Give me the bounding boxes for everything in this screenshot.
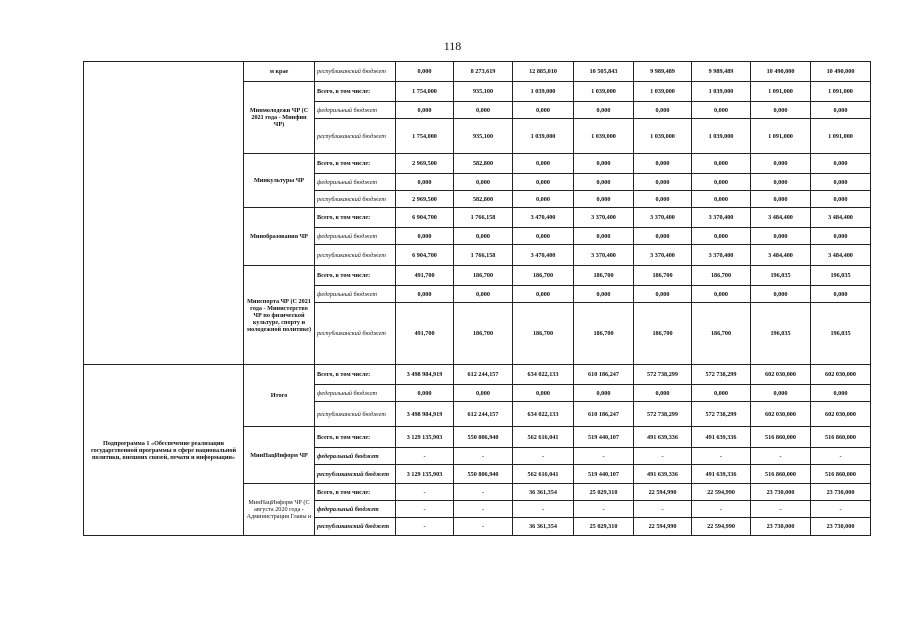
executor-cell: Минкультуры ЧР — [244, 154, 315, 208]
value-cell: 12 885,010 — [513, 62, 574, 82]
value-cell: 572 738,299 — [692, 365, 751, 385]
page-number: 118 — [443, 39, 462, 53]
value-cell: 0,000 — [634, 286, 692, 303]
funding-source-cell: Всего, в том числе: — [315, 484, 396, 501]
value-cell: 1 039,000 — [634, 119, 692, 154]
value-cell: 610 186,247 — [574, 365, 634, 385]
value-cell: 1 039,000 — [574, 119, 634, 154]
value-cell: 516 860,000 — [751, 427, 811, 448]
value-cell: 935,100 — [454, 82, 513, 102]
value-cell: 186,700 — [634, 303, 692, 365]
funding-source-cell: республиканский бюджет — [315, 245, 396, 266]
value-cell: 612 244,157 — [454, 365, 513, 385]
value-cell: 572 738,299 — [692, 402, 751, 427]
value-cell: 36 361,354 — [513, 518, 574, 536]
value-cell: 10 505,843 — [574, 62, 634, 82]
value-cell: - — [454, 518, 513, 536]
value-cell: 0,000 — [396, 286, 454, 303]
value-cell: 0,000 — [751, 191, 811, 208]
value-cell: 0,000 — [513, 174, 574, 191]
value-cell: - — [454, 484, 513, 501]
value-cell: - — [396, 484, 454, 501]
value-cell: 6 904,700 — [396, 245, 454, 266]
value-cell: 491 639,336 — [634, 465, 692, 484]
value-cell: 491,700 — [396, 303, 454, 365]
executor-cell: м крае — [244, 62, 315, 82]
value-cell: 1 766,158 — [454, 245, 513, 266]
value-cell: 3 370,400 — [574, 245, 634, 266]
value-cell: 491 639,336 — [692, 427, 751, 448]
value-cell: 0,000 — [692, 191, 751, 208]
value-cell: 1 754,000 — [396, 82, 454, 102]
value-cell: 196,035 — [751, 303, 811, 365]
value-cell: 0,000 — [574, 228, 634, 245]
value-cell: 1 754,000 — [396, 119, 454, 154]
value-cell: 0,000 — [692, 228, 751, 245]
value-cell: 25 029,310 — [574, 484, 634, 501]
value-cell: 634 022,133 — [513, 365, 574, 385]
value-cell: 186,700 — [454, 266, 513, 286]
executor-cell: МинНацИнформ ЧР (С августа 2020 года - Администрация Главы и — [244, 484, 315, 536]
value-cell: - — [811, 501, 871, 518]
executor-cell: Минспорта ЧР (С 2021 года - Министерство ЧР по физической культуре, спорту и молодежной политике) — [244, 266, 315, 365]
value-cell: 0,000 — [634, 102, 692, 119]
funding-source-cell: федеральный бюджет — [315, 174, 396, 191]
value-cell: 186,700 — [692, 266, 751, 286]
value-cell: 186,700 — [574, 266, 634, 286]
value-cell: 1 766,158 — [454, 208, 513, 228]
value-cell: 612 244,157 — [454, 402, 513, 427]
value-cell: 23 730,000 — [811, 518, 871, 536]
value-cell: 0,000 — [454, 286, 513, 303]
funding-source-cell: федеральный бюджет — [315, 448, 396, 465]
value-cell: 0,000 — [811, 385, 871, 402]
value-cell: 0,000 — [396, 102, 454, 119]
value-cell: 516 860,000 — [811, 465, 871, 484]
value-cell: 0,000 — [811, 191, 871, 208]
value-cell: 0,000 — [634, 174, 692, 191]
value-cell: 0,000 — [634, 385, 692, 402]
value-cell: 572 738,299 — [634, 365, 692, 385]
value-cell: 2 969,500 — [396, 191, 454, 208]
funding-source-cell: республиканский бюджет — [315, 402, 396, 427]
funding-source-cell: Всего, в том числе: — [315, 154, 396, 174]
table-row — [84, 62, 871, 82]
value-cell: 0,000 — [751, 174, 811, 191]
executor-cell: Итого — [244, 365, 315, 427]
table-row — [84, 365, 871, 385]
value-cell: 582,800 — [454, 154, 513, 174]
value-cell: 22 594,990 — [692, 484, 751, 501]
value-cell: 491,700 — [396, 266, 454, 286]
value-cell: 196,035 — [811, 303, 871, 365]
value-cell: 602 030,000 — [751, 402, 811, 427]
value-cell: 22 594,990 — [692, 518, 751, 536]
value-cell: 22 594,990 — [634, 484, 692, 501]
funding-source-cell: Всего, в том числе: — [315, 82, 396, 102]
value-cell: 0,000 — [751, 286, 811, 303]
value-cell: 0,000 — [634, 191, 692, 208]
funding-source-cell: республиканский бюджет — [315, 191, 396, 208]
value-cell: 0,000 — [692, 154, 751, 174]
value-cell: 1 091,000 — [751, 82, 811, 102]
value-cell: 0,000 — [513, 154, 574, 174]
funding-source-cell: республиканский бюджет — [315, 119, 396, 154]
value-cell: 3 484,400 — [811, 245, 871, 266]
value-cell: 186,700 — [692, 303, 751, 365]
value-cell: 0,000 — [811, 154, 871, 174]
value-cell: 602 030,000 — [751, 365, 811, 385]
value-cell: 491 639,336 — [634, 427, 692, 448]
value-cell: 0,000 — [574, 174, 634, 191]
value-cell: 0,000 — [634, 154, 692, 174]
value-cell: 0,000 — [574, 385, 634, 402]
executor-cell: Минмолодежи ЧР (С 2021 года - Минфин ЧР) — [244, 82, 315, 154]
value-cell: 935,100 — [454, 119, 513, 154]
value-cell: 1 039,000 — [692, 82, 751, 102]
value-cell: 196,035 — [811, 266, 871, 286]
executor-cell: МинНацИнформ ЧР — [244, 427, 315, 484]
value-cell: 0,000 — [811, 174, 871, 191]
funding-source-cell: Всего, в том числе: — [315, 266, 396, 286]
value-cell: 8 273,619 — [454, 62, 513, 82]
value-cell: 3 129 135,903 — [396, 465, 454, 484]
value-cell: 1 039,000 — [513, 82, 574, 102]
value-cell: 3 484,400 — [751, 208, 811, 228]
value-cell: - — [396, 448, 454, 465]
funding-source-cell: республиканский бюджет — [315, 465, 396, 484]
value-cell: - — [513, 448, 574, 465]
funding-source-cell: Всего, в том числе: — [315, 208, 396, 228]
value-cell: 0,000 — [751, 385, 811, 402]
value-cell: 0,000 — [574, 102, 634, 119]
value-cell: 196,035 — [751, 266, 811, 286]
value-cell: 516 860,000 — [751, 465, 811, 484]
value-cell: 0,000 — [454, 174, 513, 191]
value-cell: 0,000 — [454, 228, 513, 245]
value-cell: 491 639,336 — [692, 465, 751, 484]
funding-source-cell: федеральный бюджет — [315, 385, 396, 402]
funding-source-cell: федеральный бюджет — [315, 228, 396, 245]
value-cell: 0,000 — [751, 102, 811, 119]
funding-source-cell: федеральный бюджет — [315, 102, 396, 119]
value-cell: 0,000 — [811, 286, 871, 303]
value-cell: 3 370,400 — [634, 208, 692, 228]
value-cell: 3 370,400 — [574, 208, 634, 228]
value-cell: - — [513, 501, 574, 518]
value-cell: 610 186,247 — [574, 402, 634, 427]
value-cell: 0,000 — [513, 102, 574, 119]
executor-cell: Минобразования ЧР — [244, 208, 315, 266]
budget-table-body — [84, 62, 871, 536]
value-cell: 23 730,000 — [751, 518, 811, 536]
value-cell: 602 030,000 — [811, 365, 871, 385]
value-cell: 602 030,000 — [811, 402, 871, 427]
value-cell: 0,000 — [751, 154, 811, 174]
value-cell: 550 806,940 — [454, 427, 513, 448]
value-cell: 10 490,000 — [751, 62, 811, 82]
value-cell: 3 129 135,903 — [396, 427, 454, 448]
value-cell: 1 091,000 — [751, 119, 811, 154]
value-cell: 186,700 — [454, 303, 513, 365]
value-cell: 0,000 — [634, 228, 692, 245]
value-cell: 550 806,940 — [454, 465, 513, 484]
value-cell: - — [574, 448, 634, 465]
value-cell: 0,000 — [396, 62, 454, 82]
value-cell: - — [634, 448, 692, 465]
value-cell: - — [396, 501, 454, 518]
value-cell: 1 039,000 — [574, 82, 634, 102]
value-cell: - — [751, 501, 811, 518]
value-cell: 0,000 — [692, 102, 751, 119]
value-cell: 0,000 — [811, 102, 871, 119]
value-cell: 519 440,107 — [574, 427, 634, 448]
value-cell: 3 370,400 — [692, 245, 751, 266]
value-cell: 0,000 — [513, 191, 574, 208]
budget-table — [83, 61, 871, 536]
value-cell: 0,000 — [692, 286, 751, 303]
value-cell: 1 039,000 — [513, 119, 574, 154]
value-cell: - — [634, 501, 692, 518]
value-cell: 0,000 — [454, 102, 513, 119]
value-cell: 3 498 984,919 — [396, 365, 454, 385]
value-cell: 3 484,400 — [751, 245, 811, 266]
value-cell: - — [396, 518, 454, 536]
value-cell: 23 730,000 — [751, 484, 811, 501]
funding-source-cell: республиканский бюджет — [315, 303, 396, 365]
value-cell: 0,000 — [811, 228, 871, 245]
value-cell: 23 730,000 — [811, 484, 871, 501]
funding-source-cell: республиканский бюджет — [315, 518, 396, 536]
value-cell: 3 370,400 — [634, 245, 692, 266]
value-cell: 22 594,990 — [634, 518, 692, 536]
value-cell: 516 860,000 — [811, 427, 871, 448]
value-cell: 634 022,133 — [513, 402, 574, 427]
funding-source-cell: федеральный бюджет — [315, 501, 396, 518]
value-cell: - — [811, 448, 871, 465]
value-cell: 1 039,000 — [634, 82, 692, 102]
value-cell: 3 470,400 — [513, 208, 574, 228]
value-cell: 0,000 — [513, 286, 574, 303]
value-cell: 25 029,310 — [574, 518, 634, 536]
program-cell-empty — [84, 62, 244, 365]
value-cell: 0,000 — [692, 385, 751, 402]
value-cell: 0,000 — [574, 286, 634, 303]
value-cell: 1 091,000 — [811, 119, 871, 154]
value-cell: 562 616,041 — [513, 465, 574, 484]
value-cell: - — [454, 501, 513, 518]
value-cell: 1 091,000 — [811, 82, 871, 102]
value-cell: 3 484,400 — [811, 208, 871, 228]
funding-source-cell: Всего, в том числе: — [315, 365, 396, 385]
value-cell: 6 904,700 — [396, 208, 454, 228]
value-cell: 3 470,400 — [513, 245, 574, 266]
value-cell: 519 440,107 — [574, 465, 634, 484]
funding-source-cell: Всего, в том числе: — [315, 427, 396, 448]
value-cell: - — [454, 448, 513, 465]
value-cell: 0,000 — [574, 154, 634, 174]
value-cell: 186,700 — [513, 266, 574, 286]
value-cell: 186,700 — [574, 303, 634, 365]
value-cell: 0,000 — [574, 191, 634, 208]
value-cell: 36 361,354 — [513, 484, 574, 501]
funding-source-cell: республиканский бюджет — [315, 62, 396, 82]
value-cell: 3 370,400 — [692, 208, 751, 228]
value-cell: 0,000 — [396, 174, 454, 191]
program-cell: Подпрограмма 1 «Обеспечение реализации государственной программы в сфере национальной политики, внешних связей, печати и информации» — [84, 365, 244, 536]
value-cell: 562 616,041 — [513, 427, 574, 448]
value-cell: - — [574, 501, 634, 518]
value-cell: - — [692, 501, 751, 518]
value-cell: - — [692, 448, 751, 465]
value-cell: 186,700 — [634, 266, 692, 286]
value-cell: 0,000 — [513, 385, 574, 402]
value-cell: 9 989,489 — [692, 62, 751, 82]
value-cell: 3 498 984,919 — [396, 402, 454, 427]
value-cell: 1 039,000 — [692, 119, 751, 154]
value-cell: - — [751, 448, 811, 465]
value-cell: 582,800 — [454, 191, 513, 208]
value-cell: 0,000 — [454, 385, 513, 402]
value-cell: 0,000 — [396, 228, 454, 245]
value-cell: 186,700 — [513, 303, 574, 365]
value-cell: 9 989,489 — [634, 62, 692, 82]
value-cell: 572 738,299 — [634, 402, 692, 427]
value-cell: 2 969,500 — [396, 154, 454, 174]
value-cell: 10 490,000 — [811, 62, 871, 82]
value-cell: 0,000 — [513, 228, 574, 245]
value-cell: 0,000 — [751, 228, 811, 245]
value-cell: 0,000 — [396, 385, 454, 402]
funding-source-cell: федеральный бюджет — [315, 286, 396, 303]
value-cell: 0,000 — [692, 174, 751, 191]
